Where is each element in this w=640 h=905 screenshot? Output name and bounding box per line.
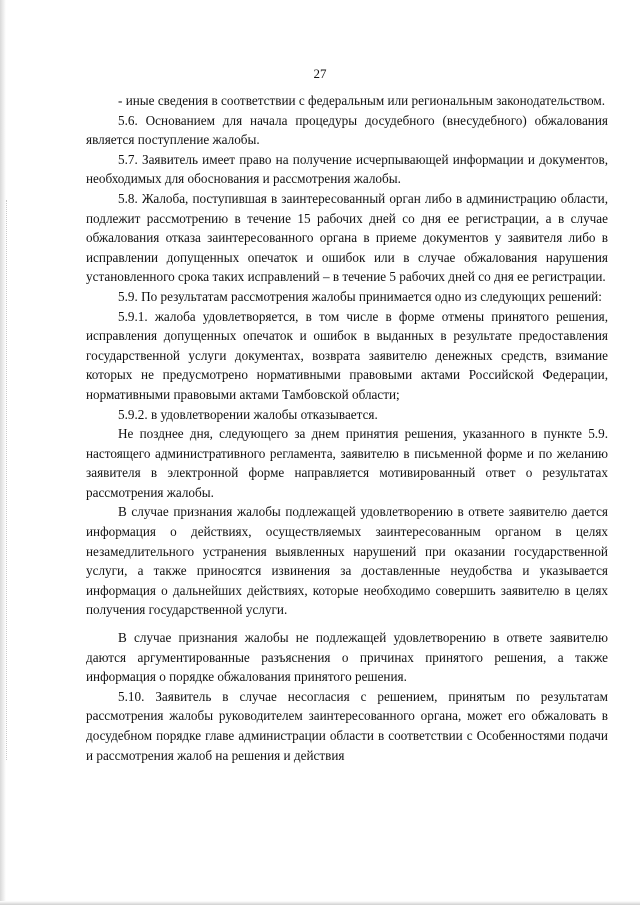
scan-bottom-edge — [0, 901, 640, 905]
paragraph: В случае признания жалобы не подлежащей удовлетворению в ответе заявителю даются аргументированные разъяснения о причинах принятого решения, а также информация о порядке обжалования принятого решения. — [86, 630, 608, 685]
page-number: 27 — [313, 66, 327, 81]
paragraph: 5.9.2. в удовлетворении жалобы отказывается. — [118, 406, 378, 422]
document-body — [86, 91, 608, 765]
paragraph: 5.10. Заявитель в случае несогласия с решением, принятым по результатам рассмотрения жалобы руководителем заинтересованного органа, может его обжаловать в досудебном порядке главе администрации области в соответствии с Особенностями подачи и рассмотрения жалоб на решения и действия — [86, 688, 608, 763]
paragraph: Не позднее дня, следующего за днем принятия решения, указанного в пункте 5.9. настоящего административного регламента, заявителю в письменной форме и по желанию заявителя в электронной форме направляется мотивированный ответ о результатах рассмотрения жалобы. — [86, 426, 608, 500]
paragraph: 5.8. Жалоба, поступившая в заинтересованный орган либо в администрацию области, подлежит рассмотрению в течение 15 рабочих дней со дня ее регистрации, а в случае обжалования отказа заинтересованного органа в приеме документов у заявителя либо в исправлении допущенных опечаток и ошибок или в случае обжалования нарушения установленного срока таких исправлений – в течение 5 рабочих дней со дня ее регистрации. — [86, 190, 608, 285]
paragraph: 5.6. Основанием для начала процедуры досудебного (внесудебного) обжалования является поступление жалобы. — [86, 112, 608, 148]
paragraph: 5.7. Заявитель имеет право на получение исчерпывающей информации и документов, необходимых для обоснования и рассмотрения жалобы. — [86, 151, 608, 187]
paragraph: 5.9. По результатам рассмотрения жалобы принимается одно из следующих решений: — [118, 288, 602, 304]
paragraph: В случае признания жалобы подлежащей удовлетворению в ответе заявителю дается информация о действиях, осуществляемых заинтересованным органом в целях незамедлительного устранения выявленных нарушений при оказании государственной услуги, а также приносятся извинения за доставленные неудобства и указывается информация о дальнейших действиях, которые необходимо совершить заявителю в целях получения государственной услуги. — [86, 504, 608, 618]
paragraph: - иные сведения в соответствии с федеральным или региональным законодательством. — [118, 93, 606, 108]
paragraph: 5.9.1. жалоба удовлетворяется, в том числе в форме отмены принятого решения, исправления допущенных опечаток и ошибок в выданных в результате предоставления государственной услуги документах, возврата заявителю денежных средств, взимание которых не предусмотрено нормативными правовыми актами Российской Федерации, нормативными правовыми актами Тамбовской области; — [86, 308, 608, 402]
scan-artifact — [6, 200, 9, 760]
